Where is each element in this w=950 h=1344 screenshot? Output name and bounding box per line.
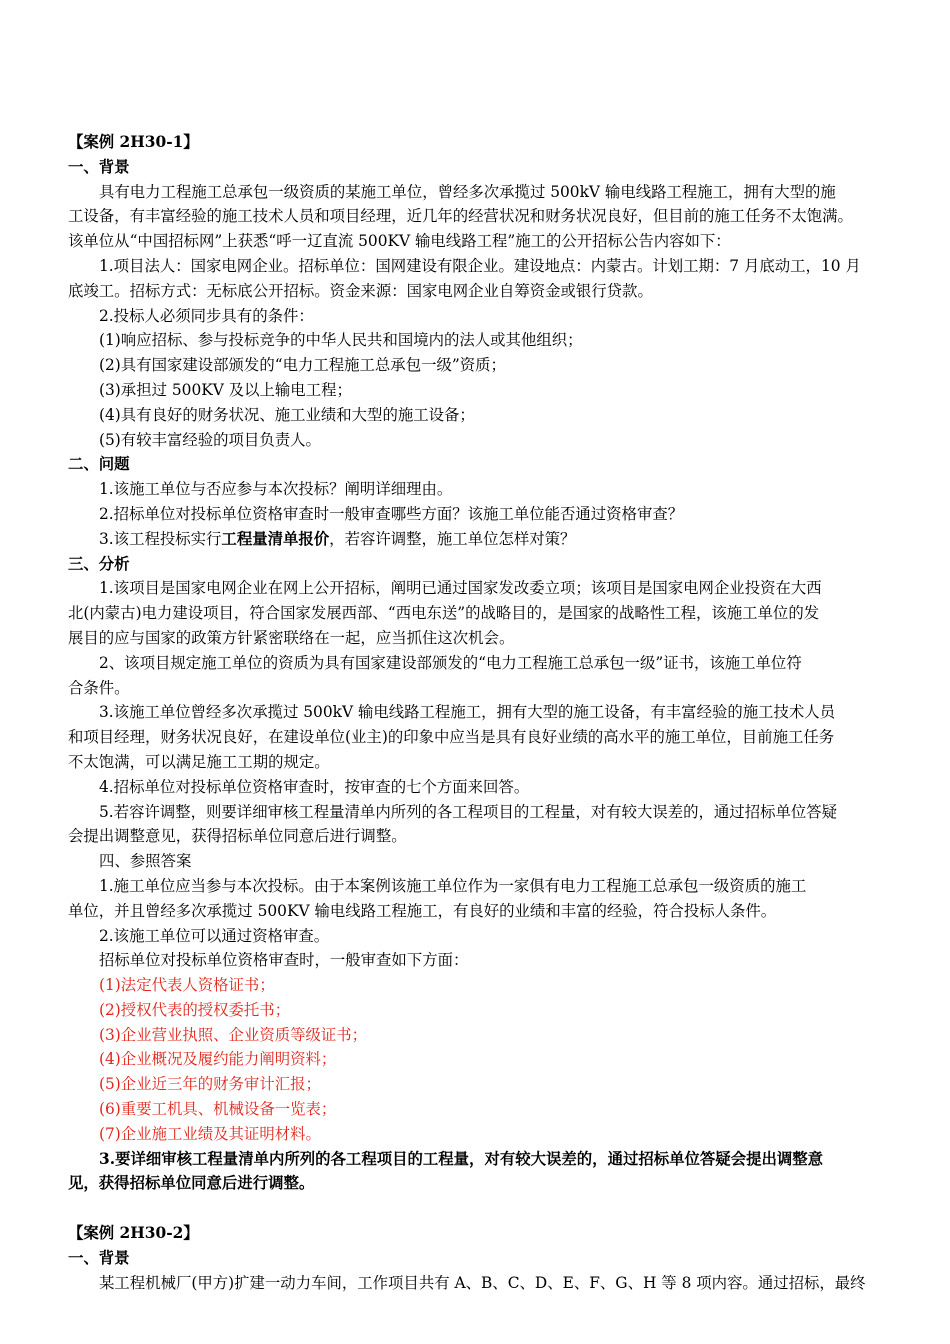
case1-background-heading: 一、背景 — [68, 157, 130, 176]
paragraph-line: 招标单位对投标单位资格审查时，一般审查如下方面： — [99, 951, 469, 970]
review-item: (4)企业概况及履约能力阐明资料； — [99, 1050, 337, 1069]
condition-item: (3)承担过 500KV 及以上输电工程； — [99, 380, 352, 399]
review-item: (7)企业施工业绩及其证明材料。 — [99, 1124, 321, 1143]
review-item: (5)企业近三年的财务审计汇报； — [99, 1075, 321, 1094]
paragraph-line: 3.该施工单位曾经多次承揽过 500kV 输电线路工程施工，拥有大型的施工设备，有丰富经验的施工技术人员 — [99, 703, 836, 722]
question-item: 1.该施工单位与否应参与本次投标？阐明详细理由。 — [99, 480, 453, 499]
question-item: 2.招标单位对投标单位资格审查时一般审查哪些方面？该施工单位能否通过资格审查？ — [99, 504, 684, 523]
question-text: ，若容许调整，施工单位怎样对策？ — [329, 529, 576, 548]
paragraph-line: 2.该施工单位可以通过资格审查。 — [99, 926, 330, 945]
paragraph-line: 北(内蒙古)电力建设项目，符合国家发展西部、“西电东送”的战略目的，是国家的战略性工程，该施工单位的发 — [68, 604, 820, 623]
condition-item: (5)有较丰富经验的项目负责人。 — [99, 430, 321, 449]
case2-title: 【案例 2H30-2】 — [68, 1224, 199, 1243]
paragraph-line: 4.招标单位对投标单位资格审查时，按审查的七个方面来回答。 — [99, 777, 530, 796]
question-item — [68, 527, 888, 552]
paragraph-line: 合条件。 — [68, 678, 130, 697]
case1-title: 【案例 2H30-1】 — [68, 133, 199, 151]
paragraph-line: 5.若容许调整，则要详细审核工程量清单内所列的各工程项目的工程量，对有较大误差的，通过招标单位答疑 — [99, 802, 838, 821]
case1-analysis-heading: 三、分析 — [68, 554, 130, 573]
answer-3-line: 见，获得招标单位同意后进行调整。 — [68, 1174, 315, 1193]
paragraph-line: 2、该项目规定施工单位的资质为具有国家建设部颁发的“电力工程施工总承包一级”证书，该施工单位符 — [99, 653, 802, 672]
review-item: (2)授权代表的授权委托书； — [99, 1000, 291, 1019]
condition-item: (4)具有良好的财务状况、施工业绩和大型的施工设备； — [99, 405, 475, 424]
case1-question-heading: 二、问题 — [68, 455, 130, 474]
paragraph-line: 具有电力工程施工总承包一级资质的某施工单位，曾经多次承揽过 500kV 输电线路工程施工，拥有大型的施 — [99, 182, 836, 201]
condition-item: (2)具有国家建设部颁发的“电力工程施工总承包一级”资质； — [99, 356, 506, 375]
paragraph-line: 1.项目法人：国家电网企业。招标单位：国网建设有限企业。建设地点：内蒙古。计划工期：7 月底动工，10 月 — [99, 256, 861, 275]
paragraph-line: 该单位从“中国招标网”上获悉“呼一辽直流 500KV 输电线路工程”施工的公开招标公告内容如下： — [68, 232, 731, 251]
paragraph-line: 不太饱满，可以满足施工工期的规定。 — [68, 752, 330, 771]
case1-answer-heading: 四、参照答案 — [99, 852, 192, 871]
review-item: (6)重要工机具、机械设备一览表； — [99, 1100, 337, 1119]
section-spacer — [68, 1196, 888, 1221]
paragraph-line: 工设备，有丰富经验的施工技术人员和项目经理，近几年的经营状况和财务状况良好，但目前的施工任务不太饱满。 — [68, 207, 853, 226]
paragraph-line: 底竣工。招标方式：无标底公开招标。资金来源：国家电网企业自筹资金或银行贷款。 — [68, 281, 653, 300]
paragraph-line: 1.该项目是国家电网企业在网上公开招标，阐明已通过国家发改委立项；该项目是国家电网企业投资在大西 — [99, 579, 822, 598]
paragraph-line: 单位，并且曾经多次承揽过 500KV 输电线路工程施工，有良好的业绩和丰富的经验，符合投标人条件。 — [68, 901, 777, 920]
question-text: 3.该工程投标实行 — [99, 529, 222, 548]
paragraph-line: 展目的应与国家的政策方针紧密联络在一起，应当抓住这次机会。 — [68, 628, 515, 647]
case2-background-heading: 一、背景 — [68, 1248, 130, 1267]
paragraph-line: 某工程机械厂(甲方)扩建一动力车间，工作项目共有 A、B、C、D、E、F、G、H 等 8 项内容。通过招标，最终 — [99, 1273, 866, 1292]
paragraph-line: 2.投标人必须同步具有的条件： — [99, 306, 314, 325]
paragraph-line: 会提出调整意见，获得招标单位同意后进行调整。 — [68, 827, 407, 846]
condition-item: (1)响应招标、参与投标竞争的中华人民共和国境内的法人或其他组织； — [99, 331, 583, 350]
question-emphasis: 工程量清单报价 — [221, 529, 330, 548]
paragraph-line: 1.施工单位应当参与本次投标。由于本案例该施工单位作为一家俱有电力工程施工总承包一级资质的施工 — [99, 876, 807, 895]
paragraph-line: 和项目经理，财务状况良好，在建设单位(业主)的印象中应当是具有良好业绩的高水平的施工单位，目前施工任务 — [68, 728, 835, 747]
answer-3-line: 3.要详细审核工程量清单内所列的各工程项目的工程量，对有较大误差的，通过招标单位答疑会提出调整意 — [99, 1149, 824, 1168]
review-item: (3)企业营业执照、企业资质等级证书； — [99, 1025, 368, 1044]
review-item: (1)法定代表人资格证书； — [99, 976, 275, 995]
document-page — [68, 130, 888, 1295]
